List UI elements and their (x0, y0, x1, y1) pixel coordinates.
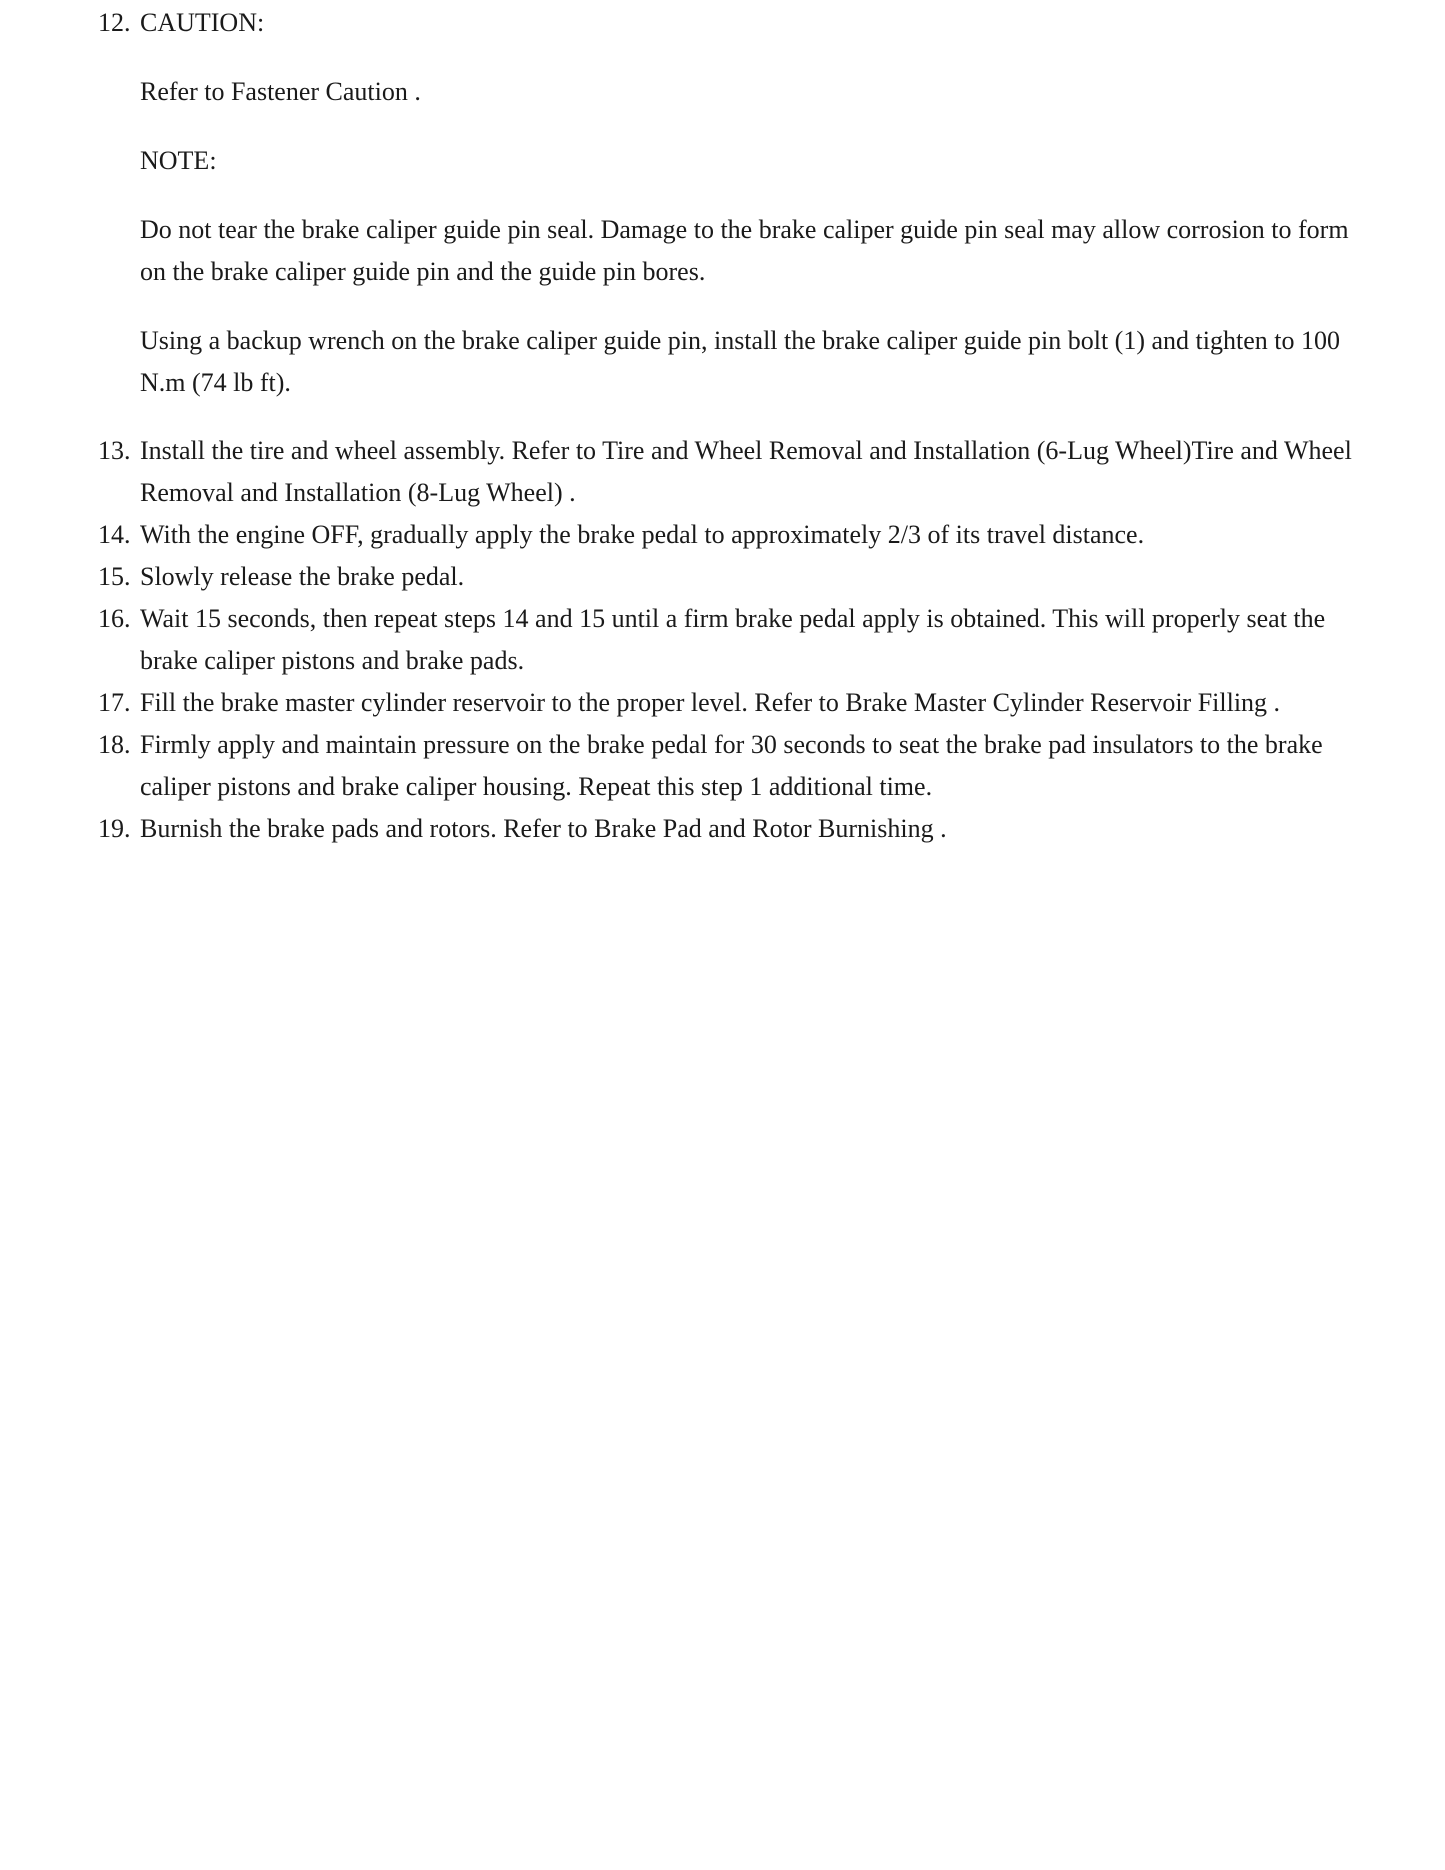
step-text: Burnish the brake pads and rotors. Refer to Brake Pad and Rotor Burnishing . (140, 814, 947, 843)
caution-text: Refer to Fastener Caution . (140, 77, 421, 106)
step-number: 12. (98, 8, 131, 37)
step-14 (98, 514, 1358, 556)
step-13 (98, 430, 1358, 514)
step-18 (98, 724, 1358, 808)
step-text: Slowly release the brake pedal. (140, 562, 465, 591)
step-16 (98, 598, 1358, 682)
step-number: 13. (98, 436, 131, 465)
note-text: Do not tear the brake caliper guide pin seal. Damage to the brake caliper guide pin seal may allow corrosion to form on the brake caliper guide pin and the guide pin bores. (140, 215, 1349, 286)
step-number: 14. (98, 520, 131, 549)
step-text: Firmly apply and maintain pressure on the brake pedal for 30 seconds to seat the brake pad insulators to the brake caliper pistons and brake caliper housing. Repeat this step 1 additional time. (140, 730, 1323, 801)
step-instruction: Using a backup wrench on the brake caliper guide pin, install the brake caliper guide pin bolt (1) and tighten to 100 N.m (74 lb ft). (140, 326, 1340, 397)
step-15 (98, 556, 1358, 598)
step-text: With the engine OFF, gradually apply the brake pedal to approximately 2/3 of its travel distance. (140, 520, 1145, 549)
step-number: 19. (98, 814, 131, 843)
step-text: Install the tire and wheel assembly. Refer to Tire and Wheel Removal and Installation (6-Lug Wheel)Tire and Wheel Removal and Installation (8-Lug Wheel) . (140, 436, 1352, 507)
procedure-steps-list (98, 2, 1358, 850)
note-heading: NOTE: (140, 146, 217, 175)
step-text: Fill the brake master cylinder reservoir to the proper level. Refer to Brake Master Cylinder Reservoir Filling . (140, 688, 1281, 717)
step-number: 17. (98, 688, 131, 717)
step-17 (98, 682, 1358, 724)
step-text: Wait 15 seconds, then repeat steps 14 and 15 until a firm brake pedal apply is obtained. This will properly seat the brake caliper pistons and brake pads. (140, 604, 1326, 675)
step-19 (98, 808, 1358, 850)
step-number: 18. (98, 730, 131, 759)
caution-heading: CAUTION: (140, 8, 265, 37)
step-12 (98, 2, 1358, 404)
step-number: 16. (98, 604, 131, 633)
step-number: 15. (98, 562, 131, 591)
